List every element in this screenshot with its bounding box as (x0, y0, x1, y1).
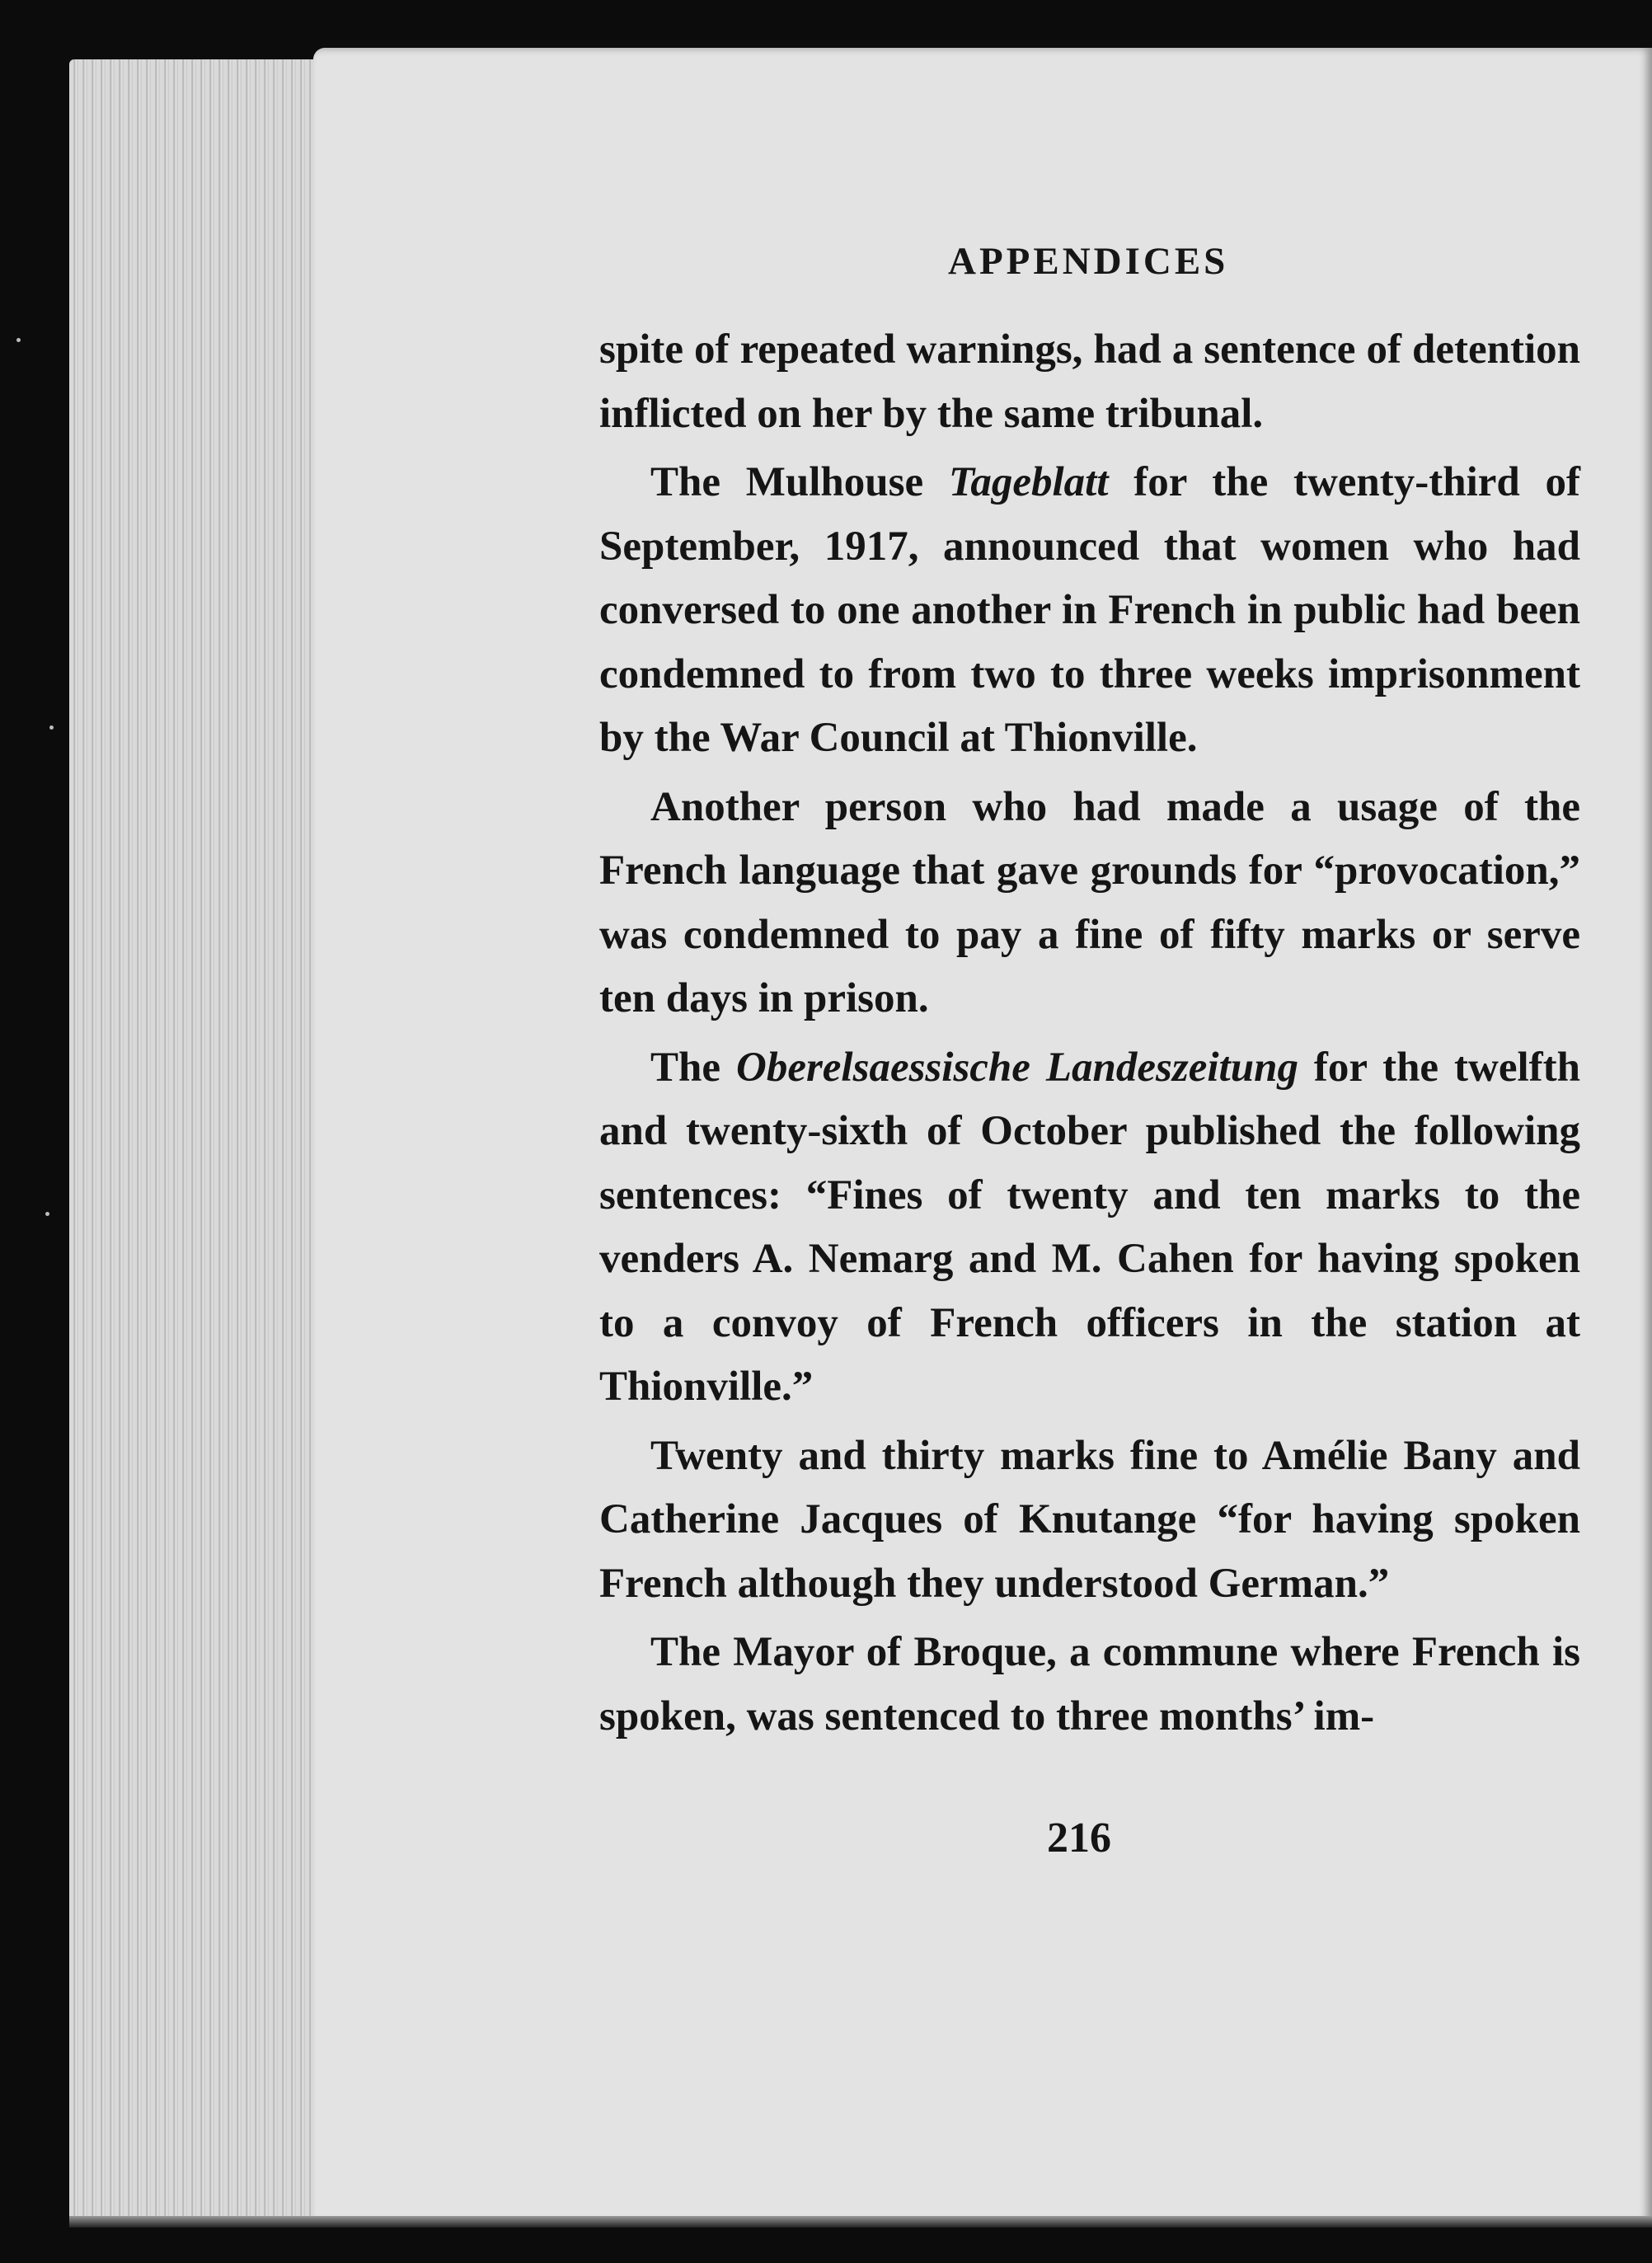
italic-title: Tageblatt (948, 459, 1109, 505)
paragraph-text: for the twenty-third of September, 1917, announced that women who had conversed to one another in French in public had been condemned to from two to three weeks imprisonment by the War Council at Thionville. (599, 459, 1580, 761)
paragraph (599, 776, 1580, 1031)
paragraph (599, 318, 1580, 446)
paragraph-text: Another person who had made a usage of the French language that gave grounds for “provocation,” was condemned to pay a fine of fifty marks or serve ten days in prison. (599, 783, 1580, 1021)
book-page-edges (69, 59, 341, 2228)
italic-title: Oberelsaessische Landeszeitung (735, 1044, 1298, 1091)
paragraph-text: Twenty and thirty marks fine to Amélie Bany and Catherine Jacques of Knutange “for having spoken French although they understood German.” (599, 1432, 1580, 1607)
paragraph-text: for the twelfth and twenty-sixth of October published the following sentences: “Fines of twenty and ten marks to the venders A. Nemarg and M. Cahen for having spoken to a convoy of French officers in the station at Thionville.” (599, 1044, 1580, 1410)
paragraph-text: The (650, 1044, 736, 1091)
page-bottom-shadow (69, 2216, 1652, 2228)
paragraph-text: spite of repeated warnings, had a sentence of detention inflicted on her by the same tribunal. (599, 326, 1580, 437)
page-number: 216 (1047, 1815, 1111, 1862)
scan-speck (49, 725, 54, 730)
paragraph (599, 451, 1580, 771)
paragraph (599, 1425, 1580, 1617)
scan-speck (16, 338, 21, 342)
running-head: APPENDICES (948, 240, 1229, 283)
paragraph (599, 1621, 1580, 1749)
scan-speck (45, 1212, 49, 1216)
paragraph (599, 1036, 1580, 1420)
body-text (599, 318, 1580, 1754)
paragraph-text: The Mulhouse (650, 459, 949, 505)
paragraph-text: The Mayor of Broque, a commune where French is spoken, was sentenced to three months’ im- (599, 1629, 1580, 1740)
